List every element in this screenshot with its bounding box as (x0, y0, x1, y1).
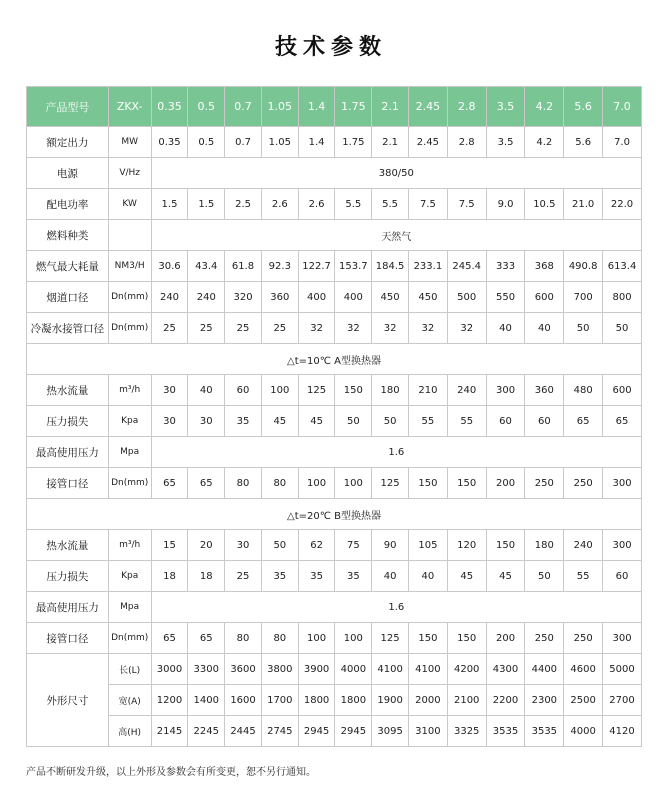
model-header: 0.35 (151, 87, 188, 127)
value-cell: 2000 (408, 685, 447, 716)
value-cell: 4100 (408, 654, 447, 685)
table-row (27, 127, 642, 158)
value-cell: 210 (408, 375, 447, 406)
value-cell: 50 (603, 313, 642, 344)
value-cell: 20 (188, 530, 225, 561)
value-cell: 240 (151, 282, 188, 313)
row-label: 最高使用压力 (27, 437, 109, 468)
value-cell: 40 (525, 313, 564, 344)
value-cell: 3600 (225, 654, 262, 685)
table-row (27, 592, 642, 623)
value-cell: 5.6 (564, 127, 603, 158)
model-header: 1.4 (298, 87, 335, 127)
value-cell: 32 (335, 313, 372, 344)
value-cell: 4100 (372, 654, 409, 685)
value-cell: 5.5 (335, 189, 372, 220)
row-label: 接管口径 (27, 623, 109, 654)
row-label: 配电功率 (27, 189, 109, 220)
model-header: 2.1 (372, 87, 409, 127)
value-cell: 15 (151, 530, 188, 561)
value-cell: 490.8 (564, 251, 603, 282)
row-unit: Dn(mm) (108, 468, 151, 499)
value-cell: 0.35 (151, 127, 188, 158)
table-row (27, 716, 642, 747)
value-cell: 0.5 (188, 127, 225, 158)
table-row (27, 437, 642, 468)
table-row (27, 561, 642, 592)
value-cell: 125 (372, 623, 409, 654)
merged-value: 天然气 (151, 220, 641, 251)
value-cell: 100 (298, 623, 335, 654)
value-cell: 30 (151, 406, 188, 437)
model-header: 0.7 (225, 87, 262, 127)
value-cell: 2300 (525, 685, 564, 716)
row-unit: Mpa (108, 592, 151, 623)
value-cell: 1600 (225, 685, 262, 716)
value-cell: 233.1 (408, 251, 447, 282)
table-row (27, 623, 642, 654)
row-label: 冷凝水接管口径 (27, 313, 109, 344)
value-cell: 2500 (564, 685, 603, 716)
value-cell: 65 (603, 406, 642, 437)
table-row (27, 189, 642, 220)
value-cell: 1400 (188, 685, 225, 716)
value-cell: 368 (525, 251, 564, 282)
value-cell: 153.7 (335, 251, 372, 282)
table-row (27, 685, 642, 716)
value-cell: 400 (335, 282, 372, 313)
value-cell: 32 (408, 313, 447, 344)
value-cell: 4600 (564, 654, 603, 685)
value-cell: 700 (564, 282, 603, 313)
value-cell: 60 (225, 375, 262, 406)
value-cell: 4300 (486, 654, 525, 685)
value-cell: 80 (261, 468, 298, 499)
value-cell: 65 (151, 623, 188, 654)
value-cell: 480 (564, 375, 603, 406)
value-cell: 1200 (151, 685, 188, 716)
value-cell: 32 (447, 313, 486, 344)
row-unit: Kpa (108, 406, 151, 437)
row-label: 额定出力 (27, 127, 109, 158)
value-cell: 360 (261, 282, 298, 313)
row-unit: 长(L) (108, 654, 151, 685)
value-cell: 2.5 (225, 189, 262, 220)
value-cell: 35 (261, 561, 298, 592)
header-row (27, 87, 642, 127)
value-cell: 75 (335, 530, 372, 561)
value-cell: 1.05 (261, 127, 298, 158)
value-cell: 2.6 (298, 189, 335, 220)
table-row (27, 654, 642, 685)
value-cell: 45 (298, 406, 335, 437)
value-cell: 32 (298, 313, 335, 344)
value-cell: 65 (151, 468, 188, 499)
value-cell: 180 (372, 375, 409, 406)
value-cell: 25 (151, 313, 188, 344)
value-cell: 62 (298, 530, 335, 561)
model-header: 1.05 (261, 87, 298, 127)
value-cell: 150 (408, 623, 447, 654)
row-unit: Dn(mm) (108, 282, 151, 313)
value-cell: 7.5 (447, 189, 486, 220)
value-cell: 200 (486, 623, 525, 654)
value-cell: 45 (486, 561, 525, 592)
value-cell: 40 (486, 313, 525, 344)
value-cell: 18 (188, 561, 225, 592)
value-cell: 450 (372, 282, 409, 313)
value-cell: 45 (261, 406, 298, 437)
model-header: 3.5 (486, 87, 525, 127)
value-cell: 180 (525, 530, 564, 561)
value-cell: 450 (408, 282, 447, 313)
value-cell: 3300 (188, 654, 225, 685)
footnote: 产品不断研发升级，以上外形及参数会有所变更，恕不另行通知。 (26, 767, 316, 778)
value-cell: 90 (372, 530, 409, 561)
value-cell: 2700 (603, 685, 642, 716)
value-cell: 3900 (298, 654, 335, 685)
value-cell: 18 (151, 561, 188, 592)
value-cell: 300 (603, 530, 642, 561)
row-label: 外形尺寸 (27, 654, 109, 747)
value-cell: 600 (603, 375, 642, 406)
value-cell: 1.5 (151, 189, 188, 220)
value-cell: 3.5 (486, 127, 525, 158)
value-cell: 150 (486, 530, 525, 561)
value-cell: 4000 (335, 654, 372, 685)
value-cell: 240 (447, 375, 486, 406)
value-cell: 25 (261, 313, 298, 344)
model-header: 4.2 (525, 87, 564, 127)
value-cell: 21.0 (564, 189, 603, 220)
value-cell: 4.2 (525, 127, 564, 158)
value-cell: 35 (225, 406, 262, 437)
value-cell: 184.5 (372, 251, 409, 282)
value-cell: 613.4 (603, 251, 642, 282)
row-label: 热水流量 (27, 530, 109, 561)
value-cell: 60 (525, 406, 564, 437)
value-cell: 300 (603, 623, 642, 654)
value-cell: 55 (408, 406, 447, 437)
value-cell: 50 (372, 406, 409, 437)
value-cell: 43.4 (188, 251, 225, 282)
merged-value: 1.6 (151, 437, 641, 468)
row-label: 烟道口径 (27, 282, 109, 313)
value-cell: 250 (525, 468, 564, 499)
row-unit: Dn(mm) (108, 623, 151, 654)
value-cell: 1900 (372, 685, 409, 716)
value-cell: 30 (188, 406, 225, 437)
value-cell: 3800 (261, 654, 298, 685)
row-unit: MW (108, 127, 151, 158)
value-cell: 105 (408, 530, 447, 561)
row-unit: Mpa (108, 437, 151, 468)
value-cell: 240 (564, 530, 603, 561)
value-cell: 65 (188, 623, 225, 654)
value-cell: 1.4 (298, 127, 335, 158)
value-cell: 32 (372, 313, 409, 344)
value-cell: 100 (261, 375, 298, 406)
value-cell: 60 (603, 561, 642, 592)
model-header: 1.75 (335, 87, 372, 127)
value-cell: 360 (525, 375, 564, 406)
value-cell: 3100 (408, 716, 447, 747)
value-cell: 3095 (372, 716, 409, 747)
value-cell: 120 (447, 530, 486, 561)
table-row (27, 158, 642, 189)
value-cell: 1.5 (188, 189, 225, 220)
row-label: 接管口径 (27, 468, 109, 499)
spec-table (26, 86, 642, 747)
header-unit: ZKX- (108, 87, 151, 127)
row-label: 最高使用压力 (27, 592, 109, 623)
value-cell: 250 (564, 468, 603, 499)
value-cell: 2945 (298, 716, 335, 747)
merged-value: 380/50 (151, 158, 641, 189)
merged-value: 1.6 (151, 592, 641, 623)
value-cell: 150 (447, 468, 486, 499)
value-cell: 250 (525, 623, 564, 654)
value-cell: 250 (564, 623, 603, 654)
value-cell: 2945 (335, 716, 372, 747)
value-cell: 2.6 (261, 189, 298, 220)
table-row (27, 282, 642, 313)
model-header: 2.8 (447, 87, 486, 127)
value-cell: 22.0 (603, 189, 642, 220)
value-cell: 2.8 (447, 127, 486, 158)
value-cell: 300 (486, 375, 525, 406)
row-unit: 高(H) (108, 716, 151, 747)
value-cell: 2.45 (408, 127, 447, 158)
value-cell: 40 (188, 375, 225, 406)
table-row (27, 406, 642, 437)
value-cell: 30 (151, 375, 188, 406)
value-cell: 2145 (151, 716, 188, 747)
value-cell: 2445 (225, 716, 262, 747)
row-unit: m³/h (108, 530, 151, 561)
table-row (27, 375, 642, 406)
model-header: 2.45 (408, 87, 447, 127)
value-cell: 333 (486, 251, 525, 282)
value-cell: 300 (603, 468, 642, 499)
value-cell: 10.5 (525, 189, 564, 220)
value-cell: 4400 (525, 654, 564, 685)
page-title: 技术参数 (274, 35, 387, 60)
value-cell: 65 (564, 406, 603, 437)
value-cell: 4200 (447, 654, 486, 685)
value-cell: 4000 (564, 716, 603, 747)
spec-table-body (27, 87, 642, 747)
value-cell: 240 (188, 282, 225, 313)
model-header: 7.0 (603, 87, 642, 127)
value-cell: 4120 (603, 716, 642, 747)
value-cell: 150 (335, 375, 372, 406)
value-cell: 25 (225, 313, 262, 344)
value-cell: 100 (335, 623, 372, 654)
value-cell: 3535 (525, 716, 564, 747)
value-cell: 2745 (261, 716, 298, 747)
row-unit: NM3/H (108, 251, 151, 282)
value-cell: 50 (261, 530, 298, 561)
value-cell: 40 (408, 561, 447, 592)
value-cell: 125 (298, 375, 335, 406)
value-cell: 600 (525, 282, 564, 313)
value-cell: 55 (447, 406, 486, 437)
value-cell: 5.5 (372, 189, 409, 220)
value-cell: 1800 (335, 685, 372, 716)
value-cell: 25 (225, 561, 262, 592)
value-cell: 1800 (298, 685, 335, 716)
value-cell: 550 (486, 282, 525, 313)
header-label: 产品型号 (27, 87, 109, 127)
section-title: △t=20℃ B型换热器 (27, 499, 642, 530)
value-cell: 800 (603, 282, 642, 313)
value-cell: 92.3 (261, 251, 298, 282)
value-cell: 320 (225, 282, 262, 313)
value-cell: 2.1 (372, 127, 409, 158)
value-cell: 45 (447, 561, 486, 592)
value-cell: 100 (298, 468, 335, 499)
value-cell: 2100 (447, 685, 486, 716)
value-cell: 245.4 (447, 251, 486, 282)
row-unit: m³/h (108, 375, 151, 406)
value-cell: 0.7 (225, 127, 262, 158)
value-cell: 25 (188, 313, 225, 344)
value-cell: 3535 (486, 716, 525, 747)
row-label: 压力损失 (27, 561, 109, 592)
table-row (27, 468, 642, 499)
value-cell: 50 (564, 313, 603, 344)
value-cell: 30.6 (151, 251, 188, 282)
value-cell: 125 (372, 468, 409, 499)
row-unit (108, 220, 151, 251)
value-cell: 9.0 (486, 189, 525, 220)
value-cell: 61.8 (225, 251, 262, 282)
row-label: 电源 (27, 158, 109, 189)
value-cell: 3000 (151, 654, 188, 685)
row-label: 燃料种类 (27, 220, 109, 251)
value-cell: 2245 (188, 716, 225, 747)
row-label: 燃气最大耗量 (27, 251, 109, 282)
value-cell: 1700 (261, 685, 298, 716)
value-cell: 65 (188, 468, 225, 499)
value-cell: 80 (225, 468, 262, 499)
table-row (27, 530, 642, 561)
value-cell: 40 (372, 561, 409, 592)
value-cell: 35 (335, 561, 372, 592)
model-header: 0.5 (188, 87, 225, 127)
value-cell: 400 (298, 282, 335, 313)
section-title-row (27, 344, 642, 375)
row-unit: V/Hz (108, 158, 151, 189)
row-unit: Dn(mm) (108, 313, 151, 344)
row-unit: Kpa (108, 561, 151, 592)
value-cell: 35 (298, 561, 335, 592)
value-cell: 30 (225, 530, 262, 561)
value-cell: 7.0 (603, 127, 642, 158)
value-cell: 60 (486, 406, 525, 437)
value-cell: 122.7 (298, 251, 335, 282)
value-cell: 80 (261, 623, 298, 654)
table-row (27, 313, 642, 344)
value-cell: 150 (408, 468, 447, 499)
value-cell: 100 (335, 468, 372, 499)
model-header: 5.6 (564, 87, 603, 127)
value-cell: 7.5 (408, 189, 447, 220)
value-cell: 200 (486, 468, 525, 499)
row-label: 压力损失 (27, 406, 109, 437)
value-cell: 5000 (603, 654, 642, 685)
value-cell: 1.75 (335, 127, 372, 158)
table-row (27, 220, 642, 251)
value-cell: 3325 (447, 716, 486, 747)
value-cell: 500 (447, 282, 486, 313)
section-title-row (27, 499, 642, 530)
value-cell: 50 (335, 406, 372, 437)
value-cell: 50 (525, 561, 564, 592)
value-cell: 150 (447, 623, 486, 654)
row-label: 热水流量 (27, 375, 109, 406)
value-cell: 55 (564, 561, 603, 592)
value-cell: 80 (225, 623, 262, 654)
row-unit: 宽(A) (108, 685, 151, 716)
table-row (27, 251, 642, 282)
section-title: △t=10℃ A型换热器 (27, 344, 642, 375)
row-unit: KW (108, 189, 151, 220)
value-cell: 2200 (486, 685, 525, 716)
